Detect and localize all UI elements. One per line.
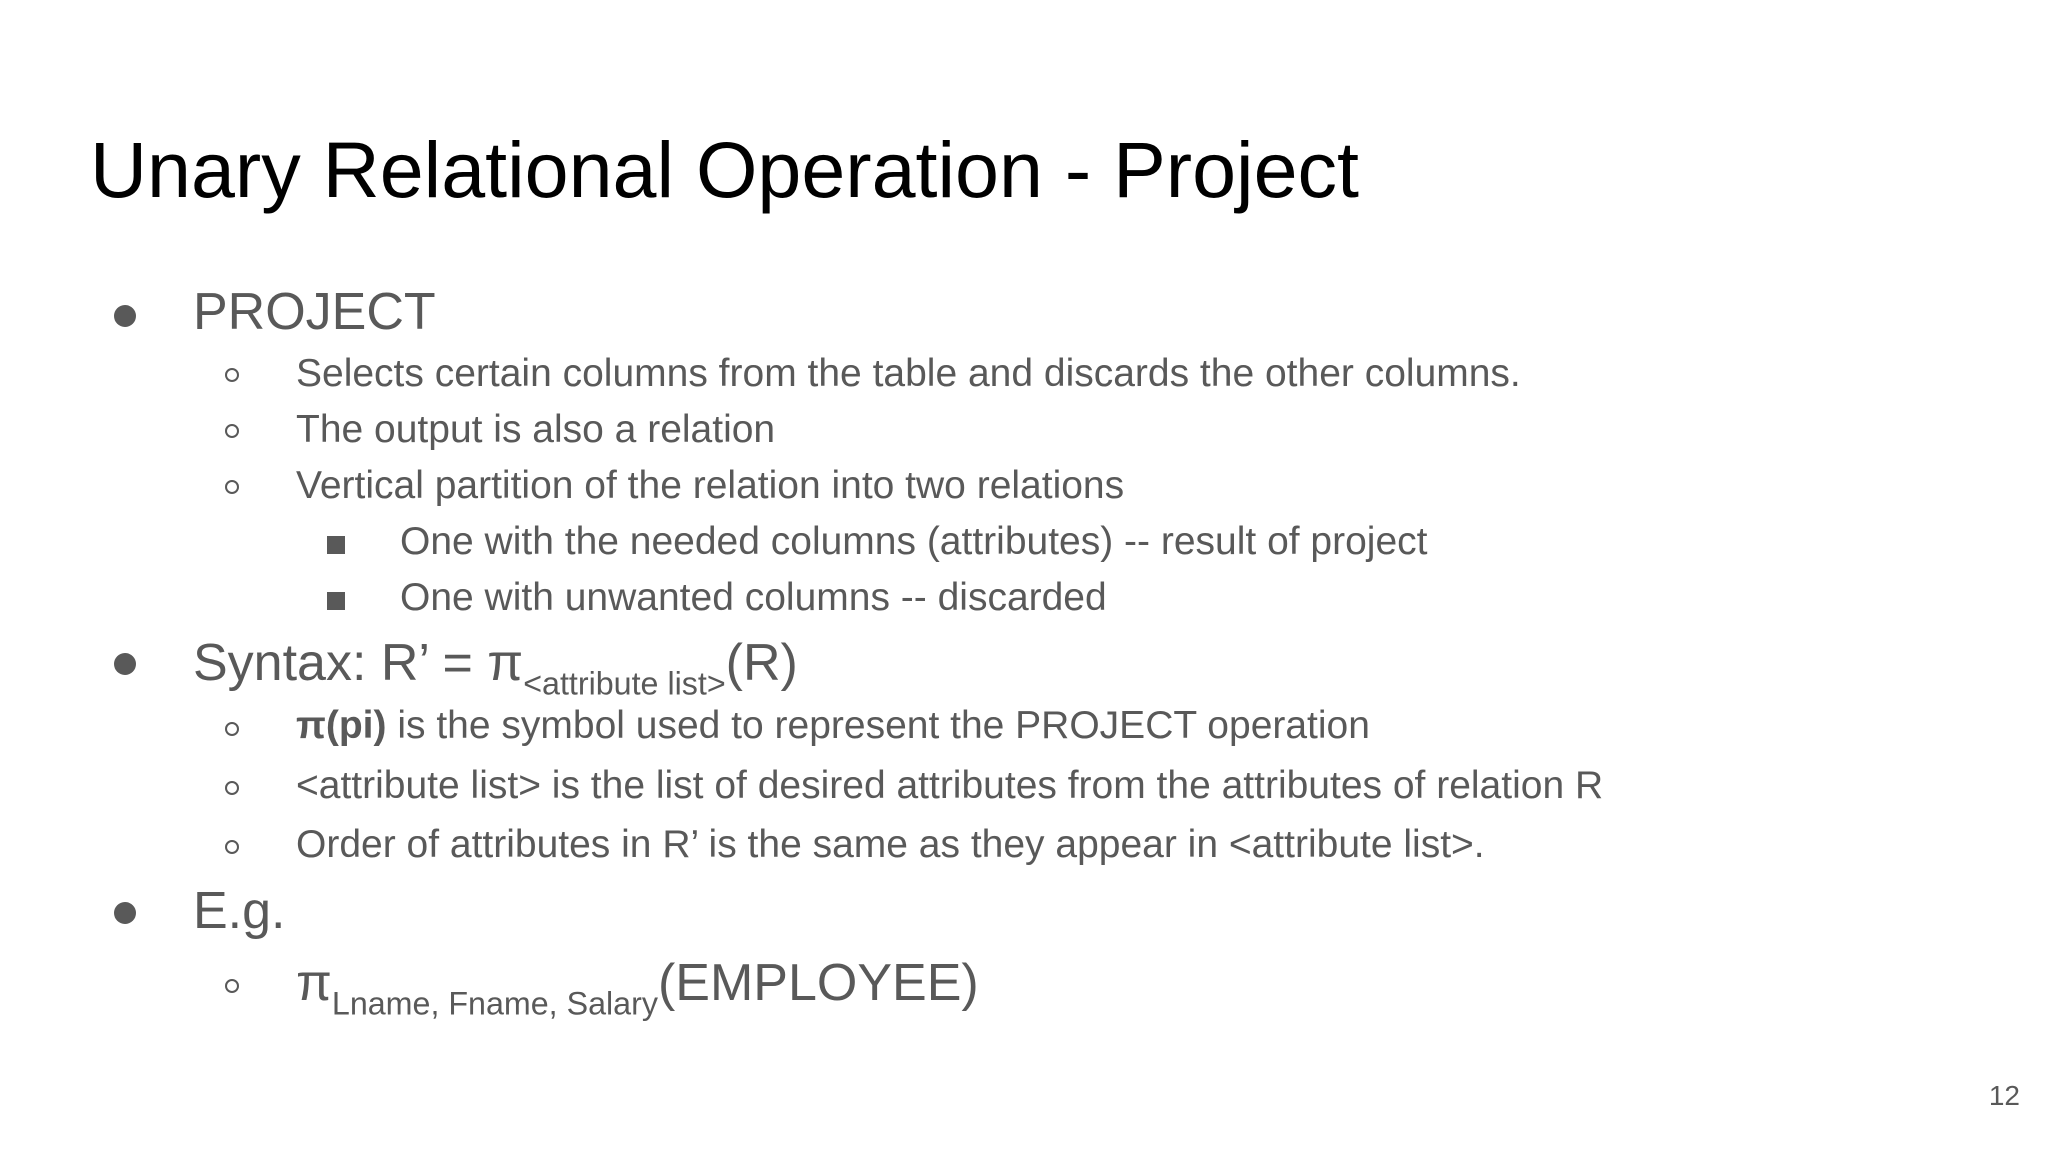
list-item-eg: E.g. — [193, 882, 286, 940]
bullet-dot-icon — [114, 653, 136, 675]
pi-symbol-label: π(pi) — [296, 704, 387, 747]
eg-pi: π — [296, 954, 332, 1012]
syntax-suffix: (R) — [725, 634, 798, 692]
eg-subscript: Lname, Fname, Salary — [331, 985, 658, 1022]
list-item-syntax-sub1 — [296, 704, 1370, 748]
list-item-syntax-sub2: <attribute list> is the list of desired attributes from the attributes of relation R — [296, 764, 1604, 807]
bullet-ring-icon — [225, 368, 239, 382]
bullet-square-icon — [327, 592, 345, 610]
list-item-project: PROJECT — [193, 283, 436, 341]
bullet-ring-icon — [225, 480, 239, 494]
bullet-dot-icon — [114, 305, 136, 327]
slide-title: Unary Relational Operation - Project — [90, 125, 1359, 214]
list-item-project-sub3: Vertical partition of the relation into two relations — [296, 464, 1125, 507]
bullet-ring-icon — [225, 722, 239, 736]
page-number: 12 — [1988, 1080, 2020, 1111]
bullet-dot-icon — [114, 902, 136, 924]
list-item-project-sub3-b: One with unwanted columns -- discarded — [400, 576, 1107, 619]
bullet-square-icon — [327, 536, 345, 554]
list-item-project-sub2: The output is also a relation — [296, 408, 776, 451]
list-item-project-sub1: Selects certain columns from the table and discards the other columns. — [296, 352, 1521, 395]
list-item-syntax — [193, 633, 798, 702]
bullet-ring-icon — [225, 781, 239, 795]
list-item-syntax-sub3: Order of attributes in R’ is the same as they appear in <attribute list>. — [296, 823, 1485, 866]
syntax-subscript: <attribute list> — [523, 665, 726, 702]
list-item-eg-example — [296, 953, 979, 1022]
list-item-project-sub3-a: One with the needed columns (attributes) -- result of project — [400, 520, 1428, 563]
bullet-ring-icon — [225, 424, 239, 438]
syntax-prefix: Syntax: R’ = π — [193, 634, 524, 692]
syntax-sub1-rest: is the symbol used to represent the PROJECT operation — [386, 704, 1370, 747]
eg-suffix: (EMPLOYEE) — [657, 954, 979, 1012]
bullet-ring-icon — [225, 840, 239, 854]
bullet-ring-icon — [225, 979, 239, 993]
